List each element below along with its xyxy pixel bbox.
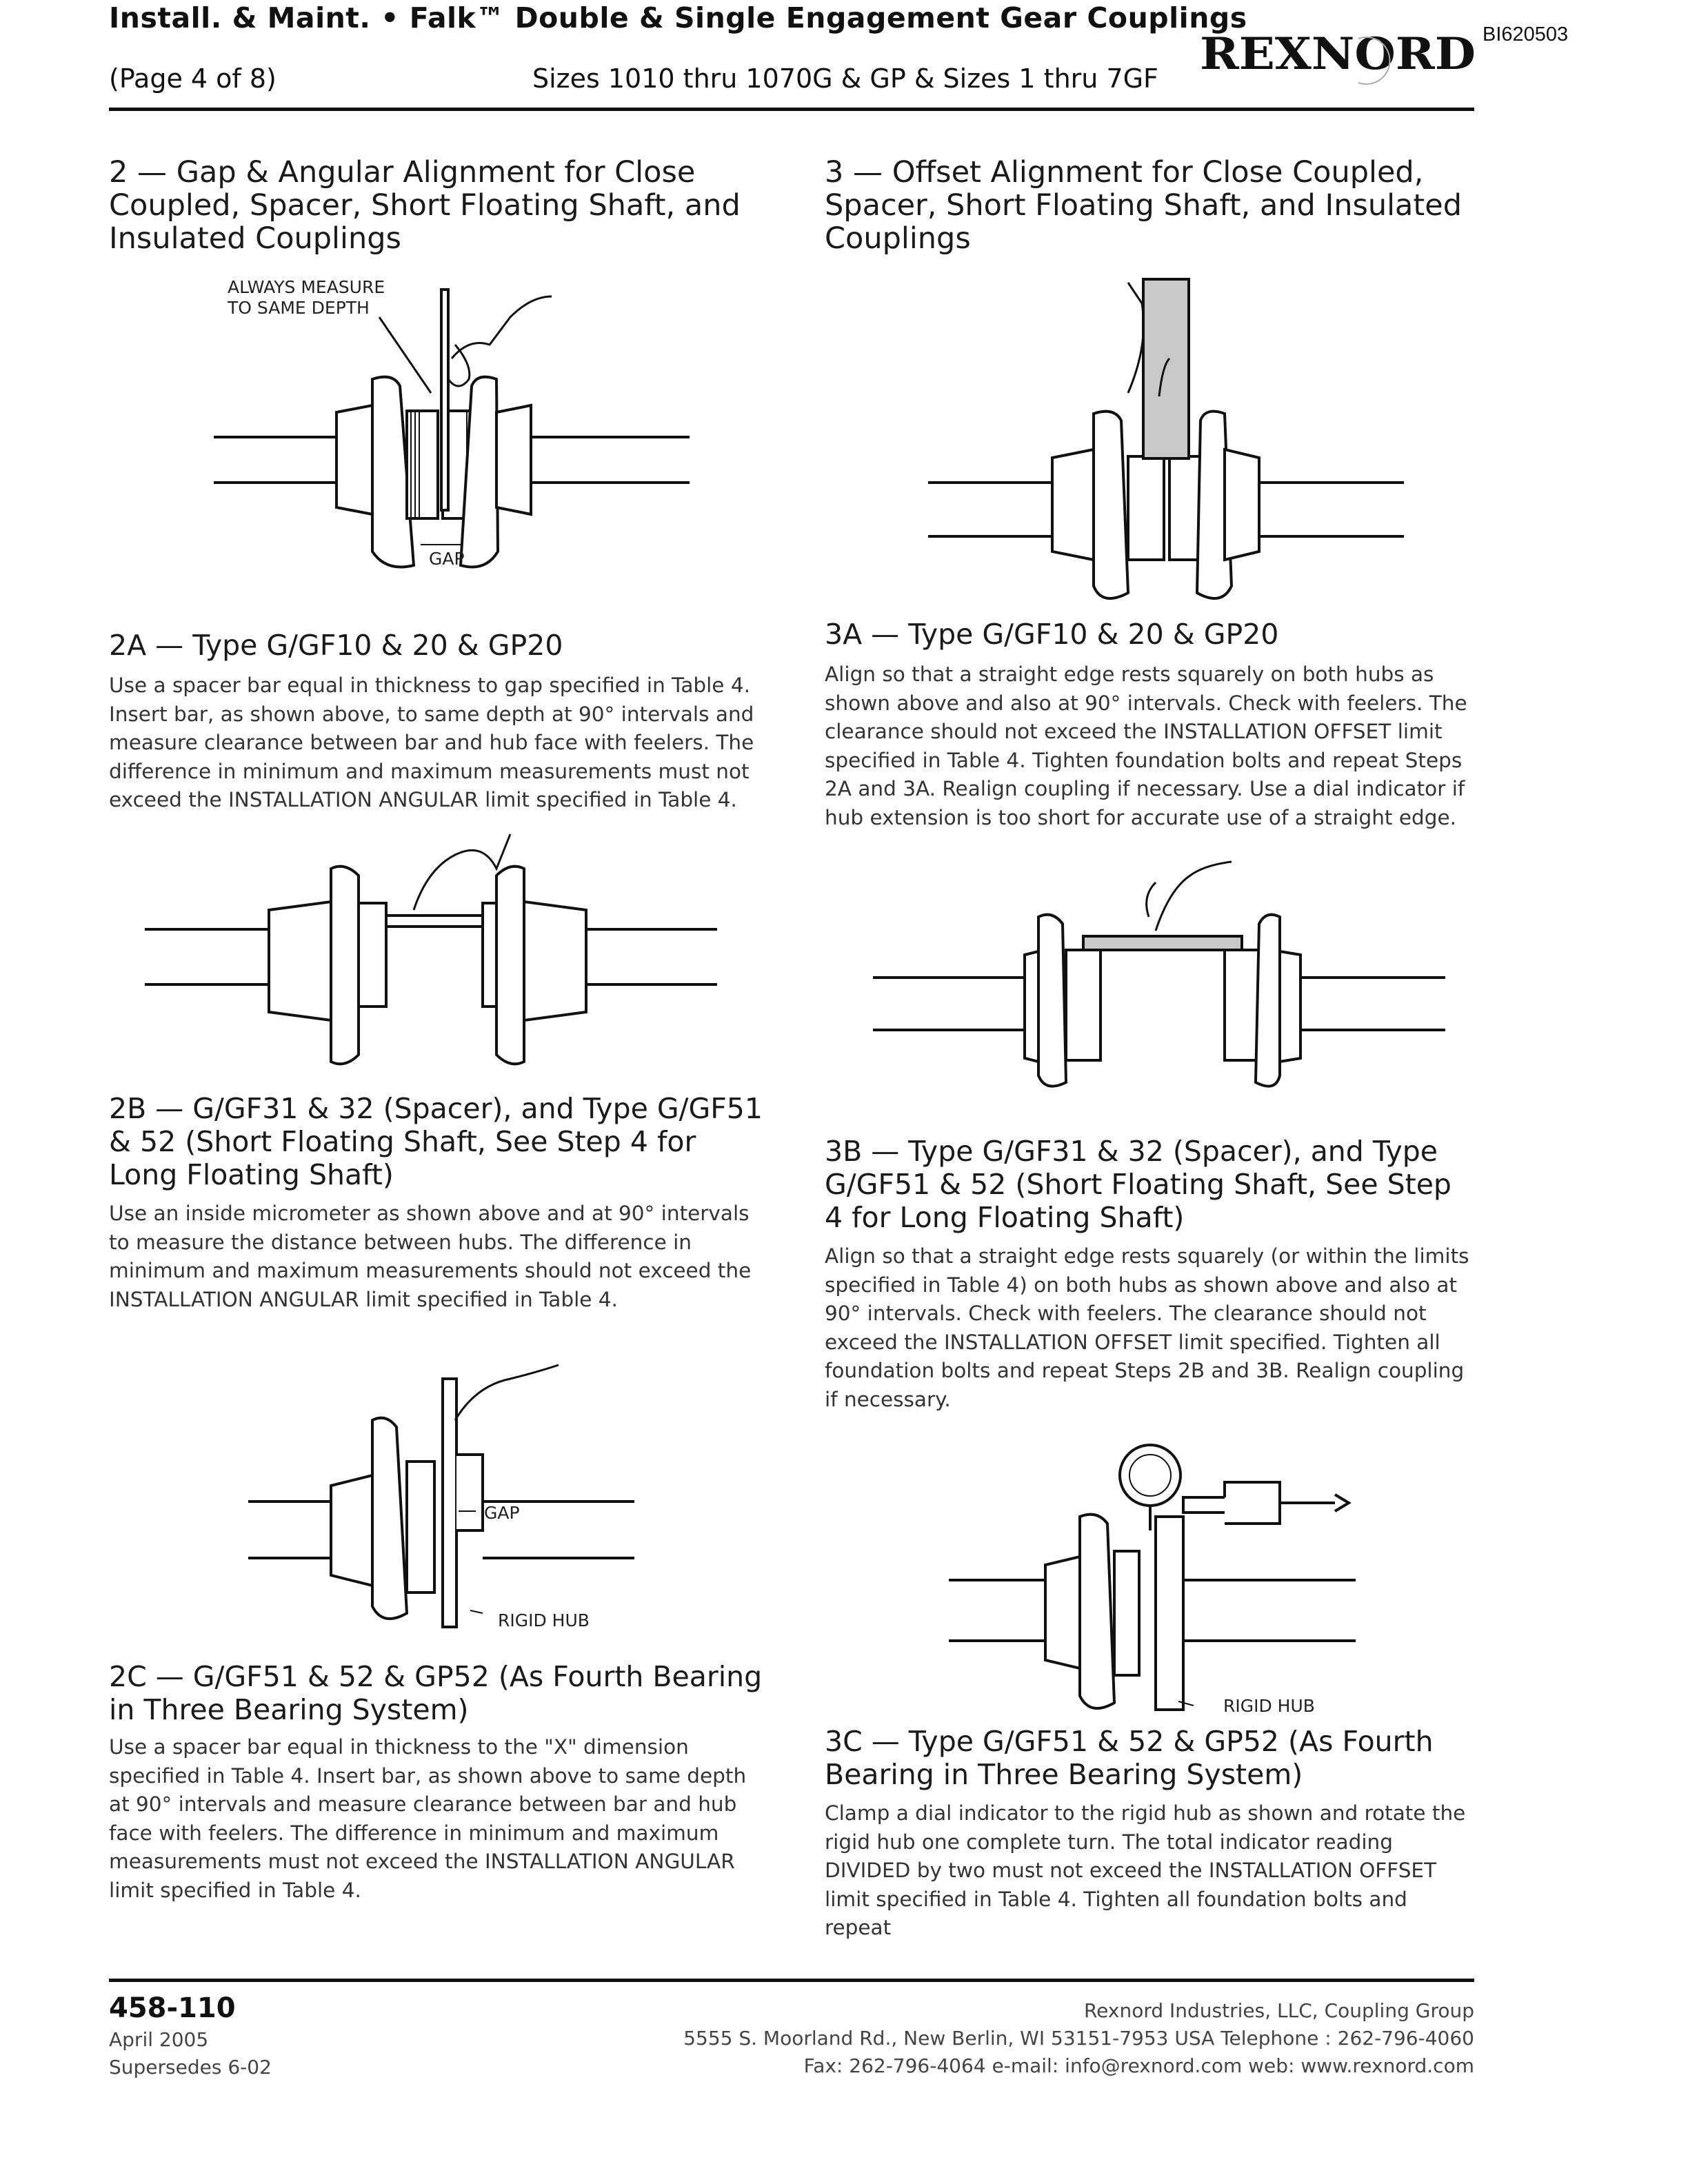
company-contact: Fax: 262-796-4064 e-mail: info@rexnord.com web: www.rexnord.com <box>803 2054 1474 2077</box>
supersedes-note: Supersedes 6-02 <box>109 2056 272 2079</box>
rexnord-logo <box>1200 19 1476 95</box>
figure-offset-close-coupled <box>921 276 1418 620</box>
figure-rigid-hub-gap <box>248 1351 634 1641</box>
section-2b-heading: 2B — G/GF31 & 32 (Spacer), and Type G/GF51 & 52 (Short Floating Shaft, See Step 4 for Long Floating Shaft) <box>109 1092 763 1191</box>
section-3c-text: Clamp a dial indicator to the rigid hub as shown and rotate the rigid hub one complete turn. The total indicator reading DIVIDED by two must not exceed the INSTALLATION OFFSET limit specified in Table 4. Tighten all foundation bolts and repeat <box>825 1801 1466 1939</box>
section-2c-heading: 2C — G/GF51 & 52 & GP52 (As Fourth Bearing in Three Bearing System) <box>109 1660 763 1726</box>
section-3b-text: Align so that a straight edge rests squarely (or within the limits specified in Table 4) on both hubs as shown above and also at 90° intervals. Check with feelers. The clearance should not exceed the INSTALLATION OFFSET limit specified. Tighten all foundation bolts and repeat Steps 2B and 3B. Realign coupling if necessary. <box>825 1244 1469 1411</box>
label-rigid-hub-3c: RIGID HUB <box>1223 1696 1315 1716</box>
document-date: April 2005 <box>109 2028 209 2051</box>
section-2-heading: 2 — Gap & Angular Alignment for Close Coupled, Spacer, Short Floating Shaft, and Insulated Couplings <box>109 155 741 256</box>
label-gap: GAP <box>429 549 465 569</box>
section-2c-text: Use a spacer bar equal in thickness to the "X" dimension specified in Table 4. Insert bar, as shown above to same depth at 90° intervals and measure clearance between bar and hub face with feelers. The difference in minimum and maximum measurements must not exceed the INSTALLATION ANGULAR limit specified in Table 4. <box>109 1735 747 1902</box>
section-3c-heading: 3C — Type G/GF51 & 52 & GP52 (As Fourth Bearing in Three Bearing System) <box>825 1725 1434 1791</box>
page-number: (Page 4 of 8) <box>109 63 277 94</box>
document-id: BI620503 <box>1483 23 1569 46</box>
company-address: 5555 S. Moorland Rd., New Berlin, WI 53151-7953 USA Telephone : 262-796-4060 <box>683 2027 1474 2050</box>
company-name: Rexnord Industries, LLC, Coupling Group <box>1083 1999 1474 2022</box>
section-3-heading: 3 — Offset Alignment for Close Coupled, Spacer, Short Floating Shaft, and Insulated Couplings <box>825 155 1463 256</box>
figure-gap-angular-close-coupled <box>207 276 703 586</box>
section-3a-heading: 3A — Type G/GF10 & 20 & GP20 <box>825 618 1279 651</box>
label-rigid-hub-2c: RIGID HUB <box>498 1610 590 1630</box>
header-rule <box>109 108 1474 111</box>
figure-dial-indicator-rigid-hub <box>949 1434 1363 1723</box>
figure-inside-micrometer <box>138 827 731 1069</box>
label-gap-2c: GAP <box>484 1503 520 1523</box>
label-same-depth: TO SAME DEPTH <box>228 298 370 318</box>
document-title: Install. & Maint. • Falk™ Double & Single Engagement Gear Couplings <box>109 1 1247 34</box>
sizes-subtitle: Sizes 1010 thru 1070G & GP & Sizes 1 thru 7GF <box>532 63 1158 94</box>
section-2a-heading: 2A — Type G/GF10 & 20 & GP20 <box>109 629 563 662</box>
section-2b-text: Use an inside micrometer as shown above and at 90° intervals to measure the distance between hubs. The difference in minimum and maximum measurements should not exceed the INSTALLATION ANGULAR limit specified in Table 4. <box>109 1202 752 1311</box>
footer-rule <box>109 1979 1474 1982</box>
logo-wordmark: REXNORD <box>1200 28 1476 80</box>
section-3a-text: Align so that a straight edge rests squarely on both hubs as shown above and also at 90° intervals. Check with feelers. The clearance should not exceed the INSTALLATION OFFSET limit specified in Table 4. Tighten foundation bolts and repeat Steps 2A and 3A. Realign coupling if necessary. Use a dial indicator if hub extension is too short for accurate use of a straight edge. <box>825 663 1467 829</box>
document-code: 458-110 <box>109 1992 236 2024</box>
section-3b-heading: 3B — Type G/GF31 & 32 (Spacer), and Type G/GF51 & 52 (Short Floating Shaft, See Step 4 for Long Floating Shaft) <box>825 1135 1451 1234</box>
label-always-measure: ALWAYS MEASURE <box>228 277 385 297</box>
figure-straight-edge-spacer <box>866 855 1459 1089</box>
section-2a-text: Use a spacer bar equal in thickness to gap specified in Table 4. Insert bar, as shown above, to same depth at 90° intervals and measure clearance between bar and hub face with feelers. The difference in minimum and maximum measurements must not exceed the INSTALLATION ANGULAR limit specified in Table 4. <box>109 674 754 811</box>
